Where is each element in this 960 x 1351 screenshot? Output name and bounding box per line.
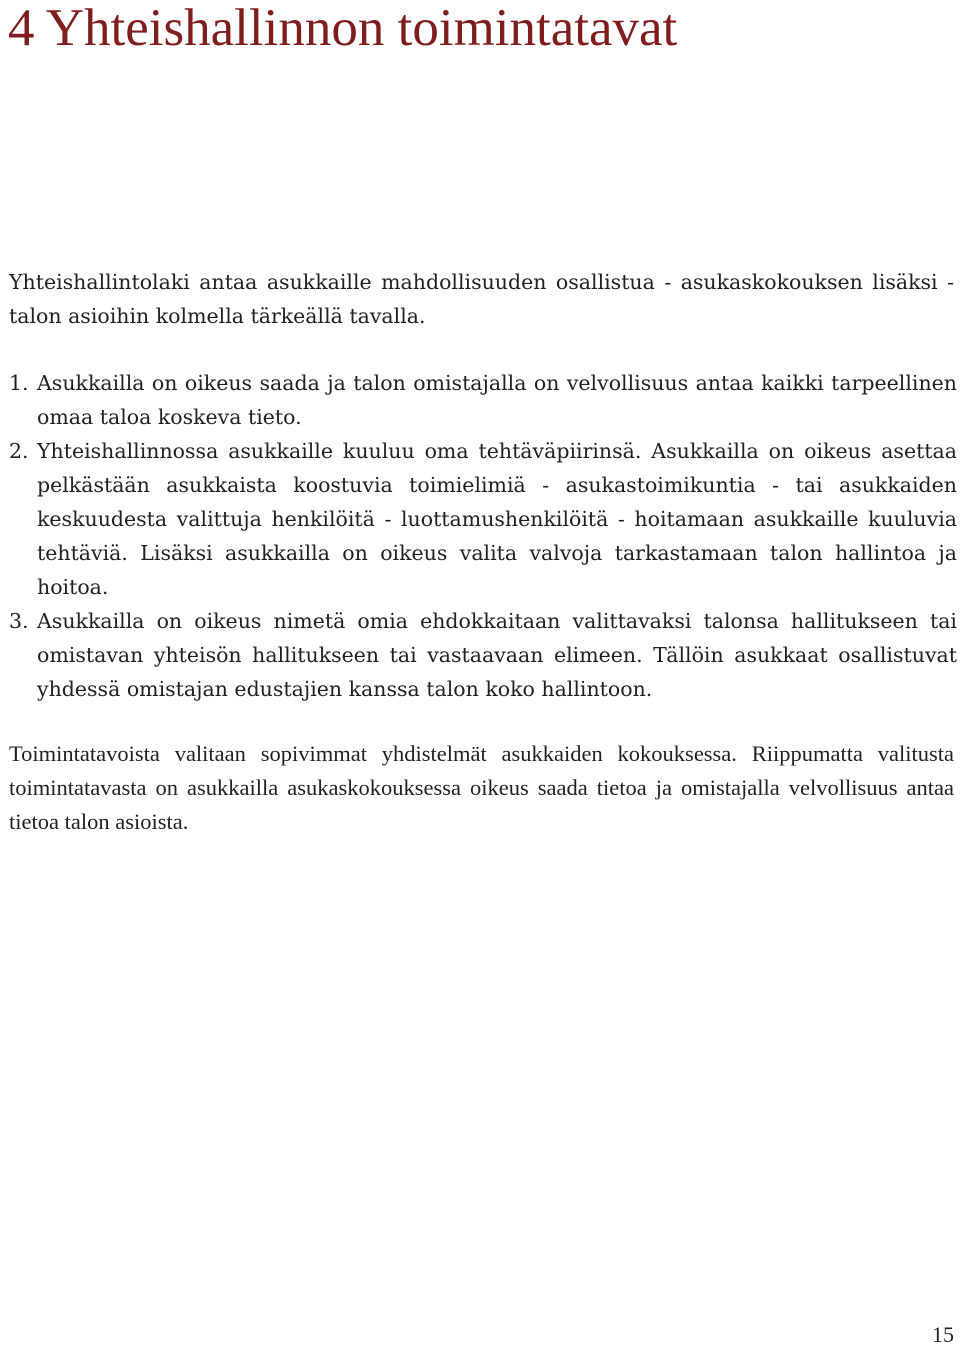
- numbered-list: [9, 366, 957, 706]
- list-item-text: Asukkailla on oikeus nimetä omia ehdokkaitaan valittavaksi talonsa hallitukseen tai omistavan yhteisön hallitukseen tai vastaavaan elimeen. Tällöin asukkaat osallistuvat yhdessä omistajan edustajien kanssa talon koko hallintoon.: [37, 609, 957, 701]
- list-item-number: 3.: [9, 609, 29, 633]
- list-item: [9, 604, 957, 706]
- list-item: [9, 366, 957, 434]
- page-title: 4 Yhteishallinnon toimintatavat: [8, 0, 678, 57]
- intro-paragraph: Yhteishallintolaki antaa asukkaille mahdollisuuden osallistua - asukaskokouksen lisäksi - talon asioihin kolmella tärkeällä tavalla.: [9, 270, 954, 328]
- closing-paragraph: Toimintatavoista valitaan sopivimmat yhdistelmät asukkaiden kokouksessa. Riippumatta valitusta toimintatavasta on asukkailla asukaskokouksessa oikeus saada tietoa ja omistajalla velvollisuus antaa tietoa talon asioista.: [9, 741, 954, 834]
- list-item-number: 1.: [9, 371, 29, 395]
- list-item-number: 2.: [9, 439, 29, 463]
- page-number: 15: [932, 1322, 954, 1347]
- list-item-text: Asukkailla on oikeus saada ja talon omistajalla on velvollisuus antaa kaikki tarpeellinen omaa taloa koskeva tieto.: [37, 371, 957, 429]
- list-item: [9, 434, 957, 604]
- list-item-text: Yhteishallinnossa asukkaille kuuluu oma tehtäväpiirinsä. Asukkailla on oikeus asettaa pelkästään asukkaista koostuvia toimielimiä - asukastoimikuntia - tai asukkaiden keskuudesta valittuja henkilöitä - luottamushenkilöitä - hoitamaan asukkaille kuuluvia tehtäviä. Lisäksi asukkailla on oikeus valita valvoja tarkastamaan talon hallintoa ja hoitoa.: [37, 439, 957, 599]
